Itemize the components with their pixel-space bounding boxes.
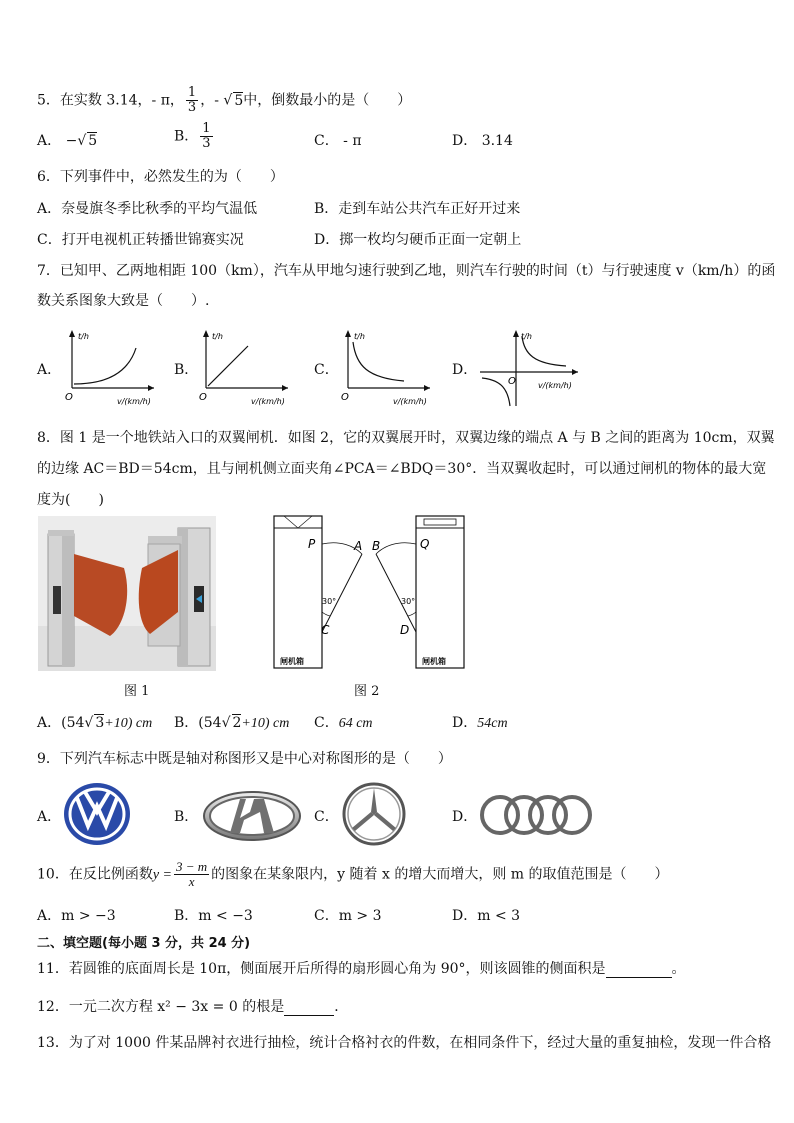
volkswagen-logo bbox=[63, 782, 131, 846]
label-box-left: 闸机箱 bbox=[280, 657, 304, 666]
q13-stem: 13．为了对 1000 件某品牌衬衣进行抽检，统计合格衬衣的件数，在相同条件下，经过大量的重复抽检，发现一件合格 bbox=[37, 1035, 772, 1051]
label-B: B bbox=[372, 539, 381, 553]
q7-graph-c bbox=[338, 326, 438, 408]
q11-answer-blank[interactable] bbox=[606, 961, 672, 978]
q7c-axis-x: v/(km/h) bbox=[393, 397, 427, 406]
q10-option-d: D．m < 3 bbox=[452, 908, 521, 924]
q7-label-c: C． bbox=[314, 362, 339, 378]
q5-fraction: $\frac{1}{3}$ bbox=[187, 85, 197, 115]
q5-option-a: A． −√ 5 bbox=[37, 133, 98, 149]
label-P: P bbox=[308, 537, 316, 551]
q7b-axis-x: v/(km/h) bbox=[251, 397, 285, 406]
q7a-origin: O bbox=[65, 392, 73, 403]
q9-label-c: C． bbox=[314, 809, 339, 825]
mercedes-logo bbox=[342, 782, 406, 846]
q10-option-a: A．m > −3 bbox=[37, 908, 116, 924]
q8-figure-2-caption: 图 2 bbox=[354, 684, 380, 699]
q8-stem-line3: 度为( ) bbox=[37, 492, 104, 508]
q7b-origin: O bbox=[199, 392, 207, 403]
q8-stem-line1: 8．图 1 是一个地铁站入口的双翼闸机．如图 2，它的双翼展开时，双翼边缘的端点 A 与 B 之间的距离为 10cm，双翼 bbox=[37, 430, 775, 446]
q5-option-b: B． $\frac{1}{3}$ bbox=[174, 121, 211, 151]
q10-option-c: C．m > 3 bbox=[314, 908, 382, 924]
q8-figure-1-turnstile-photo bbox=[38, 516, 216, 671]
q10-option-b: B．m < −3 bbox=[174, 908, 253, 924]
q11-stem: 11．若圆锥的底面周长是 10π，侧面展开后所得的扇形圆心角为 90°，则该圆锥的侧面积是 。 bbox=[37, 961, 686, 977]
q10-stem: 10．在反比例函数y = $\frac{3 - m}{x}$ 的图象在某象限内，y 随着 x 的增大而增大，则 m 的取值范围是（ ） bbox=[37, 859, 669, 889]
q8-option-c: C．64 cm bbox=[314, 715, 373, 731]
q7-graph-b bbox=[196, 326, 296, 408]
label-box-right: 闸机箱 bbox=[422, 657, 446, 666]
q8-option-b: B．(54√ 2+10) cm bbox=[174, 715, 290, 731]
q5-option-d: D． 3.14 bbox=[452, 133, 513, 149]
q7-graph-a bbox=[62, 326, 162, 408]
q9-stem: 9．下列汽车标志中既是轴对称图形又是中心对称图形的是（ ） bbox=[37, 751, 452, 767]
q8-option-a: A．(54√ 3+10) cm bbox=[37, 715, 153, 731]
q7d-origin: O bbox=[508, 376, 516, 387]
q12-answer-blank[interactable] bbox=[284, 999, 334, 1016]
label-C: C bbox=[321, 623, 330, 637]
q5-stem: 5．在实数 3.14，- π， $\frac{1}{3}$ ，- √ 5中，倒数最小的是（ ） bbox=[37, 85, 412, 115]
q9-label-d: D． bbox=[452, 809, 478, 825]
q8-figure-1-caption: 图 1 bbox=[124, 684, 150, 699]
q7-graph-d bbox=[476, 326, 580, 408]
q6-option-d: D．掷一枚均匀硬币正面一定朝上 bbox=[314, 232, 522, 248]
q7c-axis-y: t/h bbox=[354, 332, 365, 341]
section-2-heading: 二、填空题(每小题 3 分，共 24 分) bbox=[37, 936, 251, 951]
q7-stem-line1: 7．已知甲、乙两地相距 100（km），汽车从甲地匀速行驶到乙地，则汽车行驶的时间（t）与行驶速度 v（km/h）的函 bbox=[37, 263, 776, 279]
q8-option-d: D．54cm bbox=[452, 715, 508, 731]
q7d-axis-x: v/(km/h) bbox=[538, 381, 572, 390]
q10-fraction: $\frac{3 - m}{x}$ bbox=[176, 859, 208, 889]
q7-label-b: B． bbox=[174, 362, 199, 378]
q7-label-a: A． bbox=[37, 362, 62, 378]
q6-stem: 6．下列事件中，必然发生的为（ ） bbox=[37, 169, 284, 185]
label-angle-right: 30° bbox=[401, 597, 416, 606]
audi-logo bbox=[478, 793, 596, 837]
q6-option-b: B．走到车站公共汽车正好开过来 bbox=[314, 201, 521, 217]
label-A: A bbox=[354, 539, 363, 553]
q7a-axis-y: t/h bbox=[78, 332, 89, 341]
q9-label-a: A． bbox=[37, 809, 62, 825]
q5-option-c: C． - π bbox=[314, 133, 362, 149]
q8-stem-line2: 的边缘 AC＝BD＝54cm，且与闸机侧立面夹角∠PCA＝∠BDQ＝30°．当双翼收起时，可以通过闸机的物体的最大宽 bbox=[37, 461, 767, 477]
q7b-axis-y: t/h bbox=[212, 332, 223, 341]
q8-figure-2-diagram bbox=[272, 514, 466, 670]
q12-stem: 12．一元二次方程 x² − 3x = 0 的根是 ． bbox=[37, 999, 349, 1015]
q9-label-b: B． bbox=[174, 809, 199, 825]
q7-label-d: D． bbox=[452, 362, 478, 378]
hyundai-logo bbox=[202, 790, 302, 842]
label-Q: Q bbox=[420, 537, 430, 551]
q7c-origin: O bbox=[341, 392, 349, 403]
q6-option-c: C．打开电视机正转播世锦赛实况 bbox=[37, 232, 244, 248]
q7a-axis-x: v/(km/h) bbox=[117, 397, 151, 406]
q6-option-a: A．奈曼旗冬季比秋季的平均气温低 bbox=[37, 201, 258, 217]
q7-stem-line2: 数关系图象大致是（ ）. bbox=[37, 293, 210, 309]
label-D: D bbox=[400, 623, 410, 637]
q7d-axis-y: t/h bbox=[521, 332, 532, 341]
label-angle-left: 30° bbox=[322, 597, 337, 606]
